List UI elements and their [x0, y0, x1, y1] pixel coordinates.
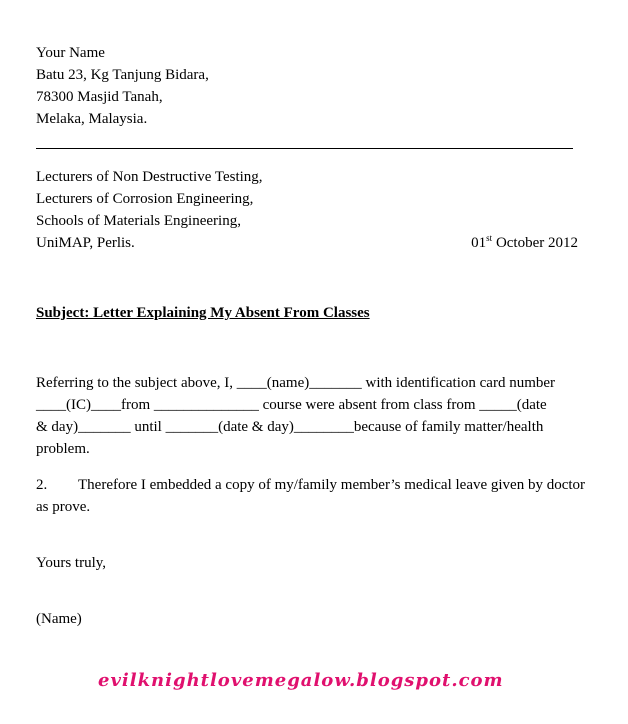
paragraph-1-line-4: problem. [36, 441, 90, 457]
signature-name: (Name) [36, 611, 82, 627]
sender-name: Your Name [36, 45, 105, 61]
sender-street: Batu 23, Kg Tanjung Bidara, [36, 67, 209, 83]
paragraph-1-line-2: ____(IC)____from ______________ course were absent from class from _____(date [36, 397, 547, 413]
recipient-last-row [36, 232, 578, 254]
letter-date [471, 232, 578, 254]
divider-line [36, 148, 573, 149]
closing-salutation: Yours truly, [36, 555, 107, 571]
sender-state-country: Melaka, Malaysia. [36, 111, 148, 127]
recipient-line-4: UniMAP, Perlis. [36, 235, 135, 251]
recipient-line-1: Lecturers of Non Destructive Testing, [36, 169, 263, 185]
paragraph-1 [36, 372, 592, 460]
recipient-address [36, 166, 578, 254]
paragraph-1-line-3: & day)_______ until _______(date & day)________because of family matter/health [36, 419, 544, 435]
paragraph-2-number: 2. [36, 477, 48, 493]
paragraph-2-text: Therefore I embedded a copy of my/family member’s medical leave given by doctor as prove. [36, 477, 586, 515]
sender-postcode-city: 78300 Masjid Tanah, [36, 89, 163, 105]
paragraph-2 [36, 474, 592, 518]
recipient-line-2: Lecturers of Corrosion Engineering, [36, 191, 254, 207]
sender-address [36, 42, 209, 130]
date-month-year: October 2012 [492, 235, 578, 251]
date-day: 01 [471, 235, 487, 251]
date-suffix: st [486, 233, 493, 243]
paragraph-1-line-1: Referring to the subject above, I, ____(name)_______ with identification card number [36, 375, 556, 391]
recipient-line-3: Schools of Materials Engineering, [36, 213, 241, 229]
subject-line: Subject: Letter Explaining My Absent From Classes [36, 305, 370, 321]
blog-watermark: evilknightlovemegalow.blogspot.com [98, 670, 504, 691]
